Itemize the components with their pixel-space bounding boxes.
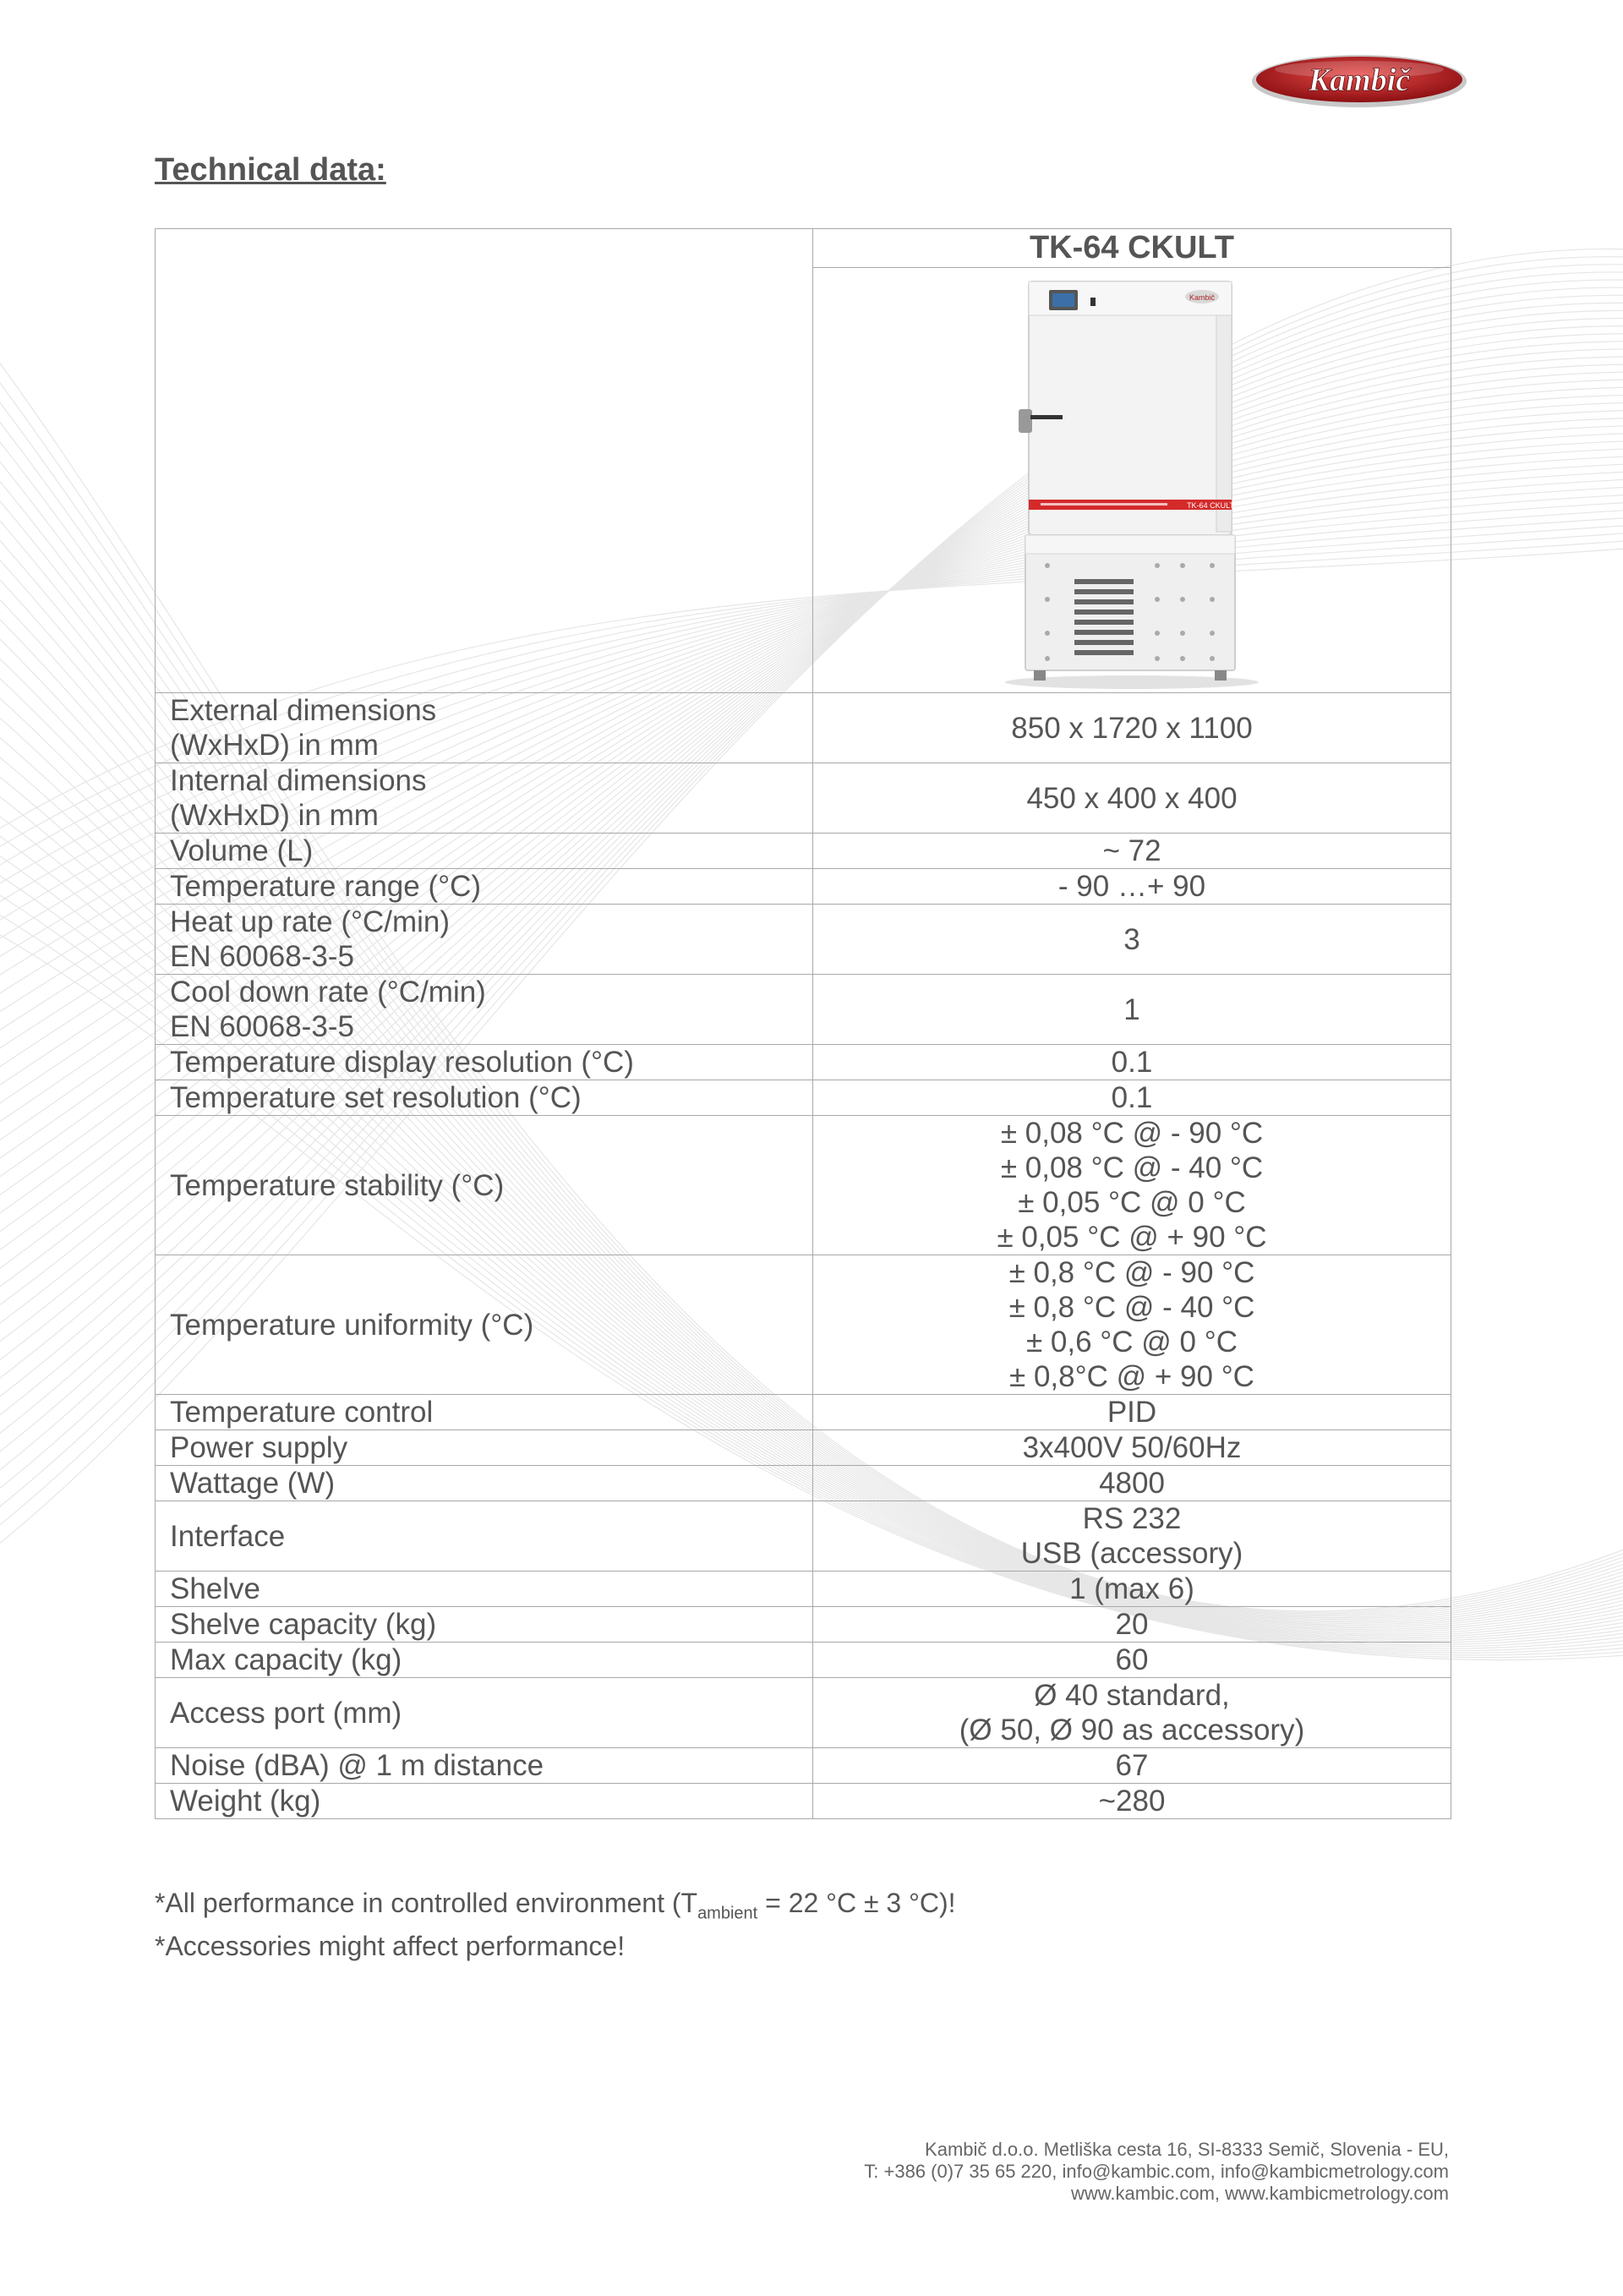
header-blank-cell: [156, 229, 813, 693]
footnote-accessories: *Accessories might affect performance!: [155, 1931, 626, 1962]
spec-label-line: Noise (dBA) @ 1 m distance: [170, 1749, 544, 1782]
spec-row: [156, 1080, 1451, 1116]
spec-label-line: Temperature stability (°C): [170, 1168, 505, 1202]
spec-value-line: - 90 …+ 90: [1057, 870, 1206, 903]
spec-row: [156, 1466, 1451, 1501]
spec-value: [813, 1784, 1451, 1819]
spec-value-line: ± 0,05 °C @ + 90 °C: [997, 1221, 1267, 1254]
spec-label: [156, 1430, 813, 1466]
spec-value: [813, 1572, 1451, 1607]
spec-row: [156, 1784, 1451, 1819]
spec-label: [156, 1395, 813, 1430]
spec-value: [813, 763, 1451, 834]
footnote-environment: *All performance in controlled environment ($T_{ambient} = 22$ °C ± 3 °C)!: [155, 1888, 956, 1923]
spec-label-line: Cool down rate (°C/min): [170, 976, 486, 1009]
spec-value: [813, 1045, 1451, 1080]
spec-row: [156, 1255, 1451, 1395]
spec-label-line: Power supply: [170, 1431, 348, 1464]
spec-value: [813, 1116, 1451, 1255]
spec-label: [156, 869, 813, 905]
spec-label: [156, 834, 813, 869]
spec-label: [156, 975, 813, 1045]
spec-label: [156, 1678, 813, 1748]
spec-label: [156, 1572, 813, 1607]
spec-row: [156, 1643, 1451, 1678]
spec-value-line: ± 0,08 °C @ - 90 °C: [1000, 1117, 1264, 1150]
header-row: [156, 229, 1451, 268]
spec-value-line: 850 x 1720 x 1100: [1011, 711, 1253, 745]
spec-row: [156, 1748, 1451, 1784]
spec-value-line: 450 x 400 x 400: [1026, 781, 1238, 815]
spec-label-line: Interface: [170, 1519, 286, 1553]
spec-value-line: USB (accessory): [1020, 1537, 1243, 1570]
spec-label-line: Internal dimensions: [170, 764, 427, 797]
spec-label-line: Temperature display resolution (°C): [170, 1046, 634, 1079]
spec-value: [813, 1466, 1451, 1501]
spec-row: [156, 1116, 1451, 1255]
spec-label-line: Temperature control: [170, 1396, 434, 1429]
company-footer: [864, 2139, 1449, 2205]
spec-label-line: EN 60068-3-5: [170, 1010, 354, 1043]
spec-label: [156, 1748, 813, 1784]
page-title: Technical data:: [155, 152, 386, 188]
spec-value: [813, 1643, 1451, 1678]
spec-label-line: Temperature set resolution (°C): [170, 1081, 582, 1114]
spec-row: [156, 834, 1451, 869]
spec-label-line: EN 60068-3-5: [170, 940, 354, 973]
spec-label: [156, 763, 813, 834]
spec-value-line: 60: [1115, 1643, 1149, 1676]
spec-value-line: 4800: [1099, 1467, 1165, 1500]
spec-value: [813, 1501, 1451, 1572]
spec-label: [156, 1501, 813, 1572]
spec-value-line: (Ø 50, Ø 90 as accessory): [959, 1714, 1305, 1747]
spec-row: [156, 1607, 1451, 1643]
logo-text: Kambič: [1308, 63, 1411, 98]
spec-label-line: Volume (L): [170, 834, 314, 867]
spec-label-line: Access port (mm): [170, 1696, 402, 1730]
spec-value: [813, 975, 1451, 1045]
spec-label: [156, 1045, 813, 1080]
spec-value-line: 1: [1123, 992, 1140, 1026]
spec-value-line: RS 232: [1082, 1502, 1182, 1535]
technical-data-table: [155, 228, 1451, 1819]
spec-value: [813, 1678, 1451, 1748]
spec-value: [813, 693, 1451, 763]
spec-label-line: (WxHxD) in mm: [170, 799, 379, 832]
spec-value: [813, 1395, 1451, 1430]
spec-label-line: Wattage (W): [170, 1467, 336, 1500]
spec-value: [813, 1080, 1451, 1116]
spec-row: [156, 763, 1451, 834]
spec-row: [156, 905, 1451, 975]
spec-label-line: Shelve: [170, 1572, 261, 1605]
product-photo-cell: [813, 268, 1451, 693]
spec-label: [156, 1255, 813, 1395]
spec-row: [156, 1501, 1451, 1572]
footer-address: Kambič d.o.o. Metliška cesta 16, SI-8333 Semič, Slovenia - EU,: [925, 2139, 1449, 2160]
spec-row: [156, 1572, 1451, 1607]
product-image: [971, 278, 1292, 692]
spec-value-line: ± 0,08 °C @ - 40 °C: [1000, 1151, 1264, 1184]
spec-value-line: ~ 72: [1102, 834, 1161, 867]
spec-value-line: 1 (max 6): [1069, 1572, 1194, 1605]
spec-label-line: Max capacity (kg): [170, 1643, 402, 1676]
spec-label-line: Weight (kg): [170, 1785, 321, 1818]
spec-value-line: Ø 40 standard,: [1034, 1679, 1230, 1712]
spec-label: [156, 1080, 813, 1116]
spec-label: [156, 1643, 813, 1678]
spec-label: [156, 905, 813, 975]
model-name: TK-64 CKULT: [813, 229, 1451, 268]
spec-row: [156, 1678, 1451, 1748]
spec-row: [156, 975, 1451, 1045]
svg-text:Kambič: Kambič: [1189, 293, 1216, 302]
spec-label-line: Temperature range (°C): [170, 870, 482, 903]
spec-label: [156, 693, 813, 763]
spec-value-line: 0.1: [1111, 1046, 1153, 1079]
spec-row: [156, 869, 1451, 905]
spec-label-line: Shelve capacity (kg): [170, 1608, 437, 1641]
spec-value: [813, 1430, 1451, 1466]
unit-model-label: TK-64 CKULT: [1187, 501, 1234, 510]
footnotes: [155, 1887, 956, 1963]
spec-row: [156, 1045, 1451, 1080]
spec-value: [813, 1255, 1451, 1395]
spec-value: [813, 834, 1451, 869]
spec-value-line: ± 0,6 °C @ 0 °C: [1025, 1326, 1238, 1358]
spec-row: [156, 1395, 1451, 1430]
spec-value: [813, 1748, 1451, 1784]
spec-value-line: ~280: [1098, 1785, 1166, 1818]
spec-value: [813, 1607, 1451, 1643]
spec-value-line: 3: [1123, 922, 1140, 956]
footer-web: www.kambic.com, www.kambicmetrology.com: [1070, 2183, 1449, 2204]
spec-label: [156, 1607, 813, 1643]
spec-value-line: ± 0,8 °C @ - 40 °C: [1008, 1291, 1255, 1324]
spec-row: [156, 1430, 1451, 1466]
spec-value-line: 3x400V 50/60Hz: [1022, 1431, 1242, 1464]
spec-value-line: ± 0,8°C @ + 90 °C: [1009, 1360, 1254, 1393]
spec-label: [156, 1784, 813, 1819]
spec-value-line: 20: [1115, 1608, 1149, 1641]
spec-value-line: 0.1: [1111, 1081, 1153, 1114]
spec-label-line: Temperature uniformity (°C): [170, 1308, 534, 1342]
spec-value-line: ± 0,05 °C @ 0 °C: [1018, 1186, 1246, 1219]
spec-value: [813, 869, 1451, 905]
spec-value-line: ± 0,8 °C @ - 90 °C: [1008, 1256, 1255, 1289]
spec-label: [156, 1116, 813, 1255]
kambic-logo: [1249, 51, 1469, 110]
spec-label-line: (WxHxD) in mm: [170, 729, 379, 762]
spec-row: [156, 693, 1451, 763]
spec-value-line: 67: [1115, 1749, 1149, 1782]
spec-label-line: External dimensions: [170, 694, 437, 727]
footer-contact: T: +386 (0)7 35 65 220, info@kambic.com, info@kambicmetrology.com: [864, 2161, 1449, 2182]
spec-value-line: PID: [1107, 1396, 1157, 1429]
spec-value: [813, 905, 1451, 975]
spec-label-line: Heat up rate (°C/min): [170, 905, 451, 938]
spec-label: [156, 1466, 813, 1501]
